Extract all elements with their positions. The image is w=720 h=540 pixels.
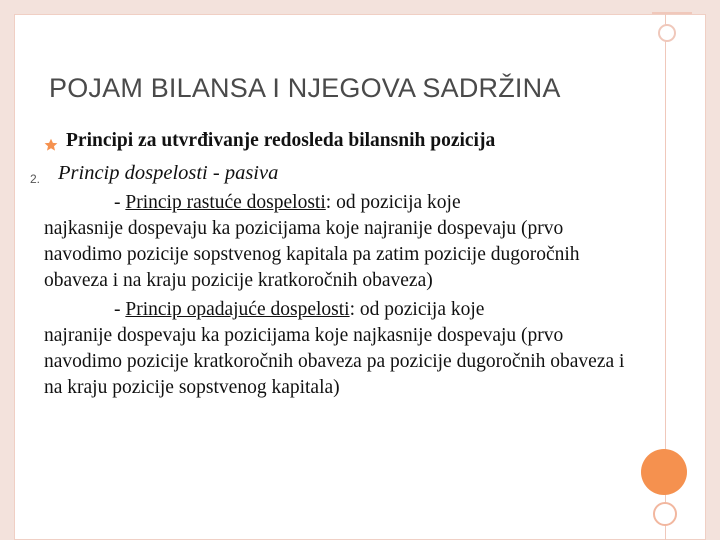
paragraph-first-line: - Princip opadajuće dospelosti: od pozicija koje <box>114 299 485 320</box>
item-label: Princip dospelosti - pasiva <box>58 162 279 184</box>
item-number: 2. <box>30 172 41 186</box>
paragraph-body: najkasnije dospevaju ka pozicijama koje najranije dospevaju (prvo navodimo pozicije sopstvenog kapitala pa zatim pozicije dugoročnih obaveza i na kraju pozicije kratkoročnih obaveza) <box>44 218 580 291</box>
term-rising-maturity: Princip rastuće dospelosti <box>125 192 326 213</box>
paragraph-first-line: - Princip rastuće dospelosti: od pozicija koje <box>114 192 461 213</box>
slide-body <box>30 128 644 401</box>
slide-title: POJAM BILANSA I NJEGOVA SADRŽINA <box>49 73 561 103</box>
decorative-circle-accent <box>641 449 687 495</box>
numbered-item <box>30 160 644 187</box>
bullet-heading <box>44 128 644 154</box>
heading-text: Principi za utvrđivanje redosleda bilansnih pozicija <box>66 130 496 151</box>
decorative-circle-top <box>658 24 676 42</box>
term-falling-maturity: Princip opadajuće dospelosti <box>125 299 350 320</box>
decorative-divider <box>652 12 692 14</box>
paragraph-rising <box>44 190 644 294</box>
decorative-circle-bottom <box>653 502 677 526</box>
star-bullet-icon <box>44 134 58 148</box>
paragraph-falling <box>44 297 644 401</box>
paragraph-body: najranije dospevaju ka pozicijama koje najkasnije dospevaju (prvo navodimo pozicije kratkoročnih obaveza pa pozicije dugoročnih obaveza i na kraju pozicije sopstvenog kapitala) <box>44 325 625 398</box>
